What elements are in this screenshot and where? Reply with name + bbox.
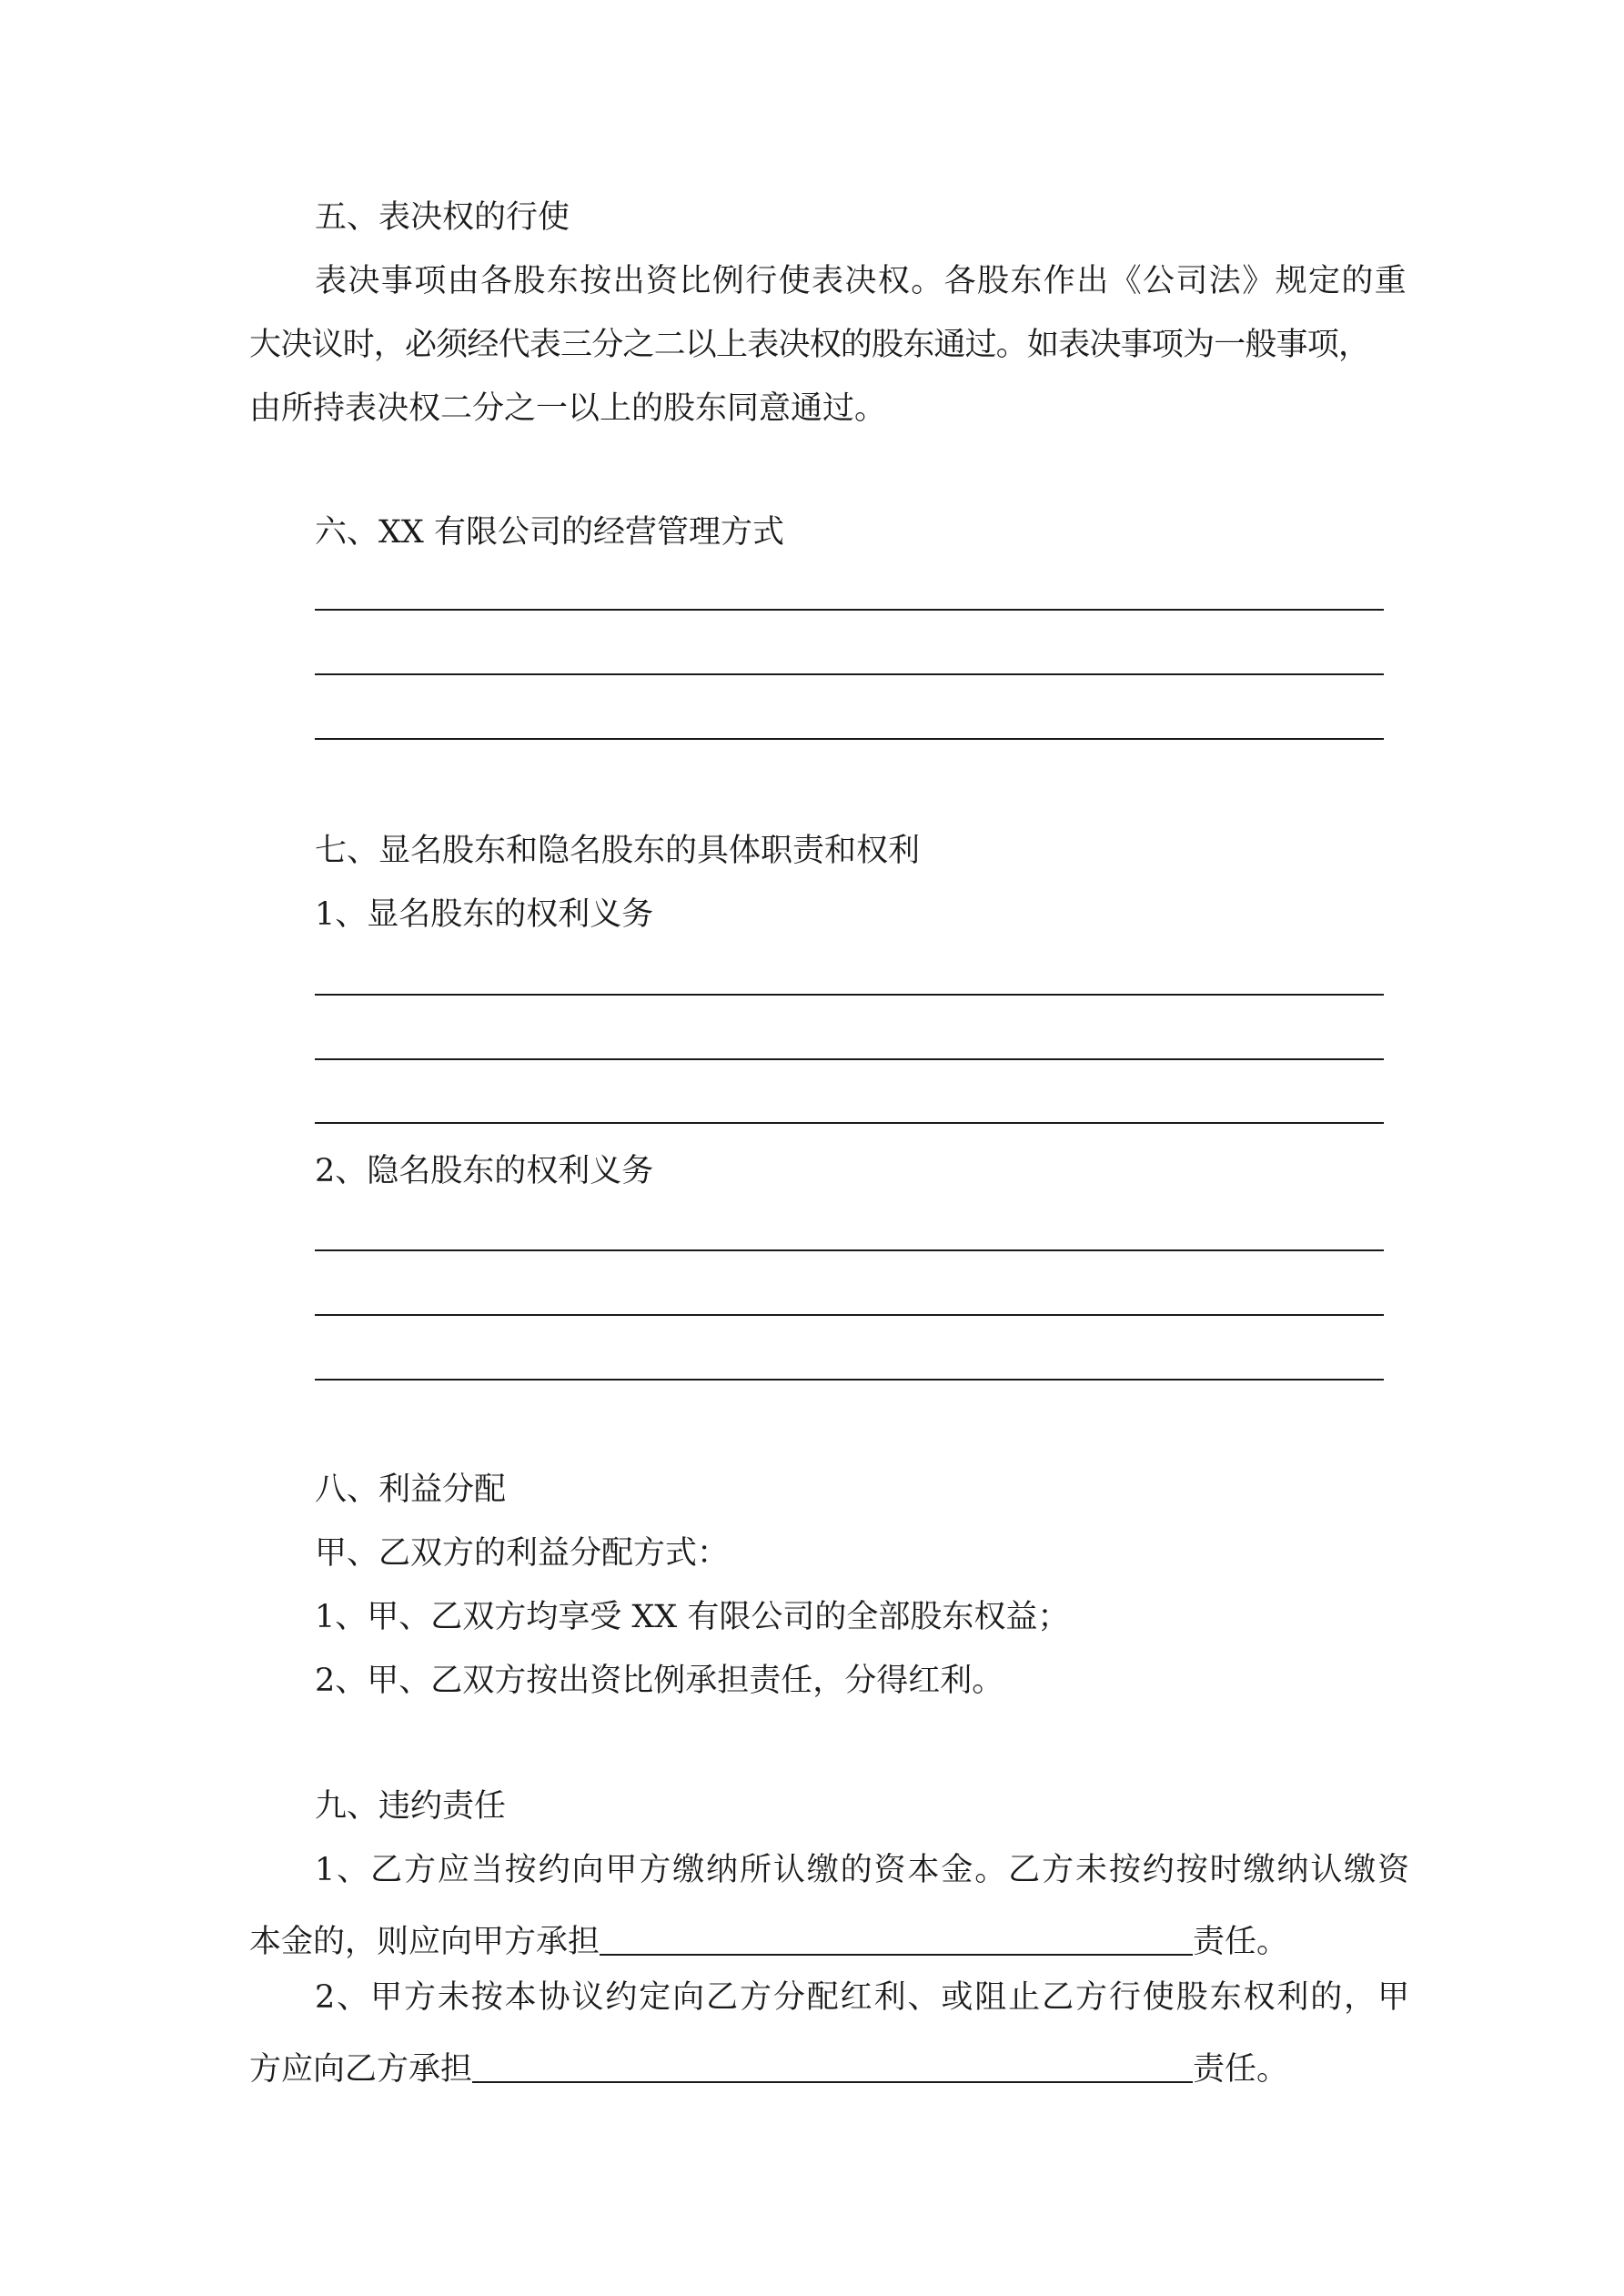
section-8-intro: 甲、乙双方的利益分配方式：	[315, 1535, 730, 1572]
fill-in-line[interactable]	[315, 1122, 1384, 1124]
liability-blank-2[interactable]	[472, 2049, 1193, 2083]
fill-in-line[interactable]	[315, 1314, 1384, 1316]
section-5-heading: 五、表决权的行使	[315, 199, 570, 236]
section-5-paragraph-line-1: 表决事项由各股东按出资比例行使表决权。各股东作出《公司法》规定的重	[315, 263, 1408, 299]
section-9-heading: 九、违约责任	[315, 1788, 507, 1825]
section-9-clause-2-line-1: 2、甲方未按本协议约定向乙方分配红利、或阻止乙方行使股东权利的，甲	[315, 1979, 1411, 2016]
fill-in-line[interactable]	[315, 994, 1384, 996]
fill-in-line[interactable]	[315, 673, 1384, 675]
clause-2-text-after-blank: 责任。	[1193, 2051, 1289, 2088]
section-9-clause-1-line-1: 1、乙方应当按约向甲方缴纳所认缴的资本金。乙方未按约按时缴纳认缴资	[315, 1852, 1411, 1888]
liability-blank-1[interactable]	[600, 1922, 1193, 1956]
section-8-item-1: 1、甲、乙双方均享受 XX 有限公司的全部股东权益；	[315, 1599, 1070, 1635]
fill-in-line[interactable]	[315, 738, 1384, 740]
fill-in-line[interactable]	[315, 1379, 1384, 1381]
fill-in-line[interactable]	[315, 1249, 1384, 1251]
section-5-paragraph-line-2: 大决议时，必须经代表三分之二以上表决权的股东通过。如表决事项为一般事项，	[249, 327, 1370, 363]
section-7-subheading-1: 1、显名股东的权利义务	[315, 896, 654, 933]
section-5-paragraph-line-3: 由所持表决权二分之一以上的股东同意通过。	[249, 390, 887, 427]
section-9-clause-1-line-2	[249, 1918, 1288, 1958]
clause-1-text-after-blank: 责任。	[1193, 1924, 1289, 1960]
section-8-heading: 八、利益分配	[315, 1472, 507, 1508]
fill-in-line[interactable]	[315, 1058, 1384, 1060]
section-7-heading: 七、显名股东和隐名股东的具体职责和权利	[315, 833, 921, 869]
section-7-subheading-2: 2、隐名股东的权利义务	[315, 1153, 654, 1189]
section-9-clause-2-line-2	[249, 2046, 1288, 2086]
clause-2-text-before-blank: 方应向乙方承担	[249, 2051, 473, 2088]
clause-1-text-before-blank: 本金的，则应向甲方承担	[249, 1924, 600, 1960]
fill-in-line[interactable]	[315, 609, 1384, 611]
section-6-heading: 六、XX 有限公司的经营管理方式	[315, 514, 784, 551]
section-8-item-2: 2、甲、乙双方按出资比例承担责任，分得红利。	[315, 1663, 1004, 1699]
